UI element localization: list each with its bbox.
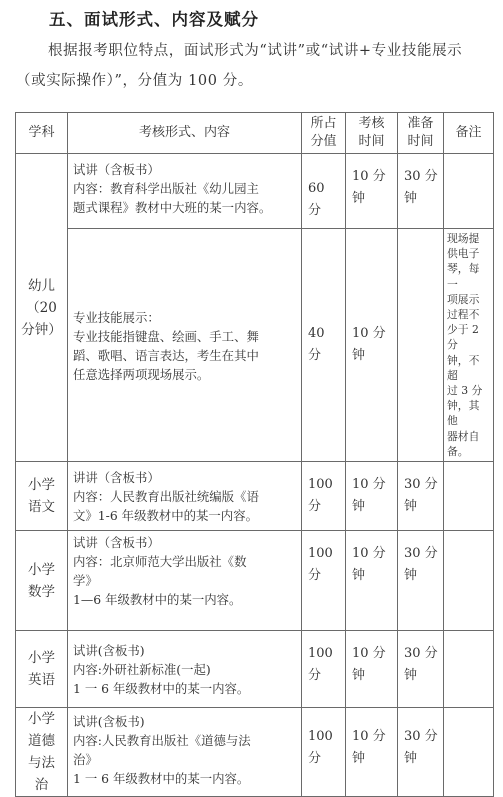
subject-line: （20 — [26, 299, 57, 316]
table-row — [16, 154, 494, 229]
time-cell — [346, 708, 398, 797]
time-line: 钟 — [352, 499, 366, 515]
content-line: 学》 — [73, 573, 98, 589]
header-prep-l2: 时间 — [407, 134, 434, 149]
header-score — [302, 113, 346, 154]
content-cell — [68, 708, 302, 797]
prep-line: 30 分 — [404, 546, 438, 562]
content-line: 专业技能展示： — [73, 310, 160, 326]
remarks-line: 琴，每一 — [447, 262, 480, 291]
subject-line: 小学 — [28, 477, 55, 494]
score-cell — [302, 708, 346, 797]
content-line: 蹈、歌唱、语言表达，考生在其中 — [73, 348, 259, 364]
table-row — [16, 708, 494, 797]
content-line: 内容：教育科学出版社《幼儿园主 — [73, 181, 259, 196]
header-form: 考核形式、内容 — [68, 113, 302, 154]
remarks-line: 项展示 — [447, 292, 480, 306]
content-cell — [68, 531, 302, 631]
table-row — [16, 531, 494, 631]
content-line: 1 一 6 年级教材中的某一内容。 — [73, 771, 250, 787]
time-line: 钟 — [352, 348, 366, 364]
remarks-line: 备。 — [447, 444, 469, 458]
score-line: 分 — [308, 668, 322, 684]
score-cell — [302, 462, 346, 531]
content-cell — [68, 631, 302, 708]
subject-line: 数学 — [28, 583, 55, 600]
prep-cell — [398, 531, 444, 631]
score-cell: 40 分 — [302, 229, 346, 462]
content-line: 试讲（含板书） — [73, 162, 160, 177]
time-cell — [346, 154, 398, 229]
prep-cell — [398, 229, 444, 462]
content-cell — [68, 229, 302, 462]
table-row — [16, 631, 494, 708]
content-line: 讲讲（含板书） — [73, 470, 160, 486]
content-line: 内容：人民教育出版社统编版《语 — [73, 489, 259, 505]
remarks-line: 过程不 — [447, 308, 480, 322]
section-heading: 五、面试形式、内容及赋分 — [49, 10, 259, 29]
remarks-line: 过 3 分 — [447, 384, 483, 398]
content-line: 试讲（含板书） — [73, 535, 160, 551]
remarks-cell — [444, 462, 494, 531]
content-line: 内容:外研社新标准(一起) — [73, 662, 211, 678]
header-time — [346, 113, 398, 154]
score-cell: 60 分 — [302, 154, 346, 229]
prep-cell — [398, 462, 444, 531]
prep-line: 钟 — [404, 499, 418, 515]
prep-line: 钟 — [404, 191, 418, 206]
header-time-l2: 时间 — [358, 134, 385, 149]
subject-preschool — [16, 154, 68, 462]
intro-line-2: （或实际操作）”，分值为 100 分。 — [16, 73, 253, 89]
content-cell — [68, 154, 302, 229]
remarks-line: 钟，其他 — [447, 399, 480, 428]
prep-line: 30 分 — [404, 646, 438, 662]
header-score-l2: 分值 — [310, 134, 337, 149]
table-row — [16, 229, 494, 462]
subject-chinese — [16, 462, 68, 531]
prep-cell — [398, 708, 444, 797]
content-line: 治》 — [73, 752, 98, 768]
content-line: 内容：北京师范大学出版社《数 — [73, 554, 247, 570]
time-line: 钟 — [352, 668, 366, 684]
header-prep — [398, 113, 444, 154]
remarks-line: 少于 2 分 — [447, 323, 479, 352]
header-prep-l1: 准备 — [407, 116, 434, 131]
subject-line: 幼儿 — [28, 277, 55, 294]
time-cell — [346, 631, 398, 708]
score-line: 分 — [308, 499, 322, 515]
content-line: 1—6 年级教材中的某一内容。 — [73, 592, 242, 608]
time-line: 钟 — [352, 191, 366, 206]
remarks-cell — [444, 708, 494, 797]
intro-paragraph — [16, 36, 496, 96]
subject-line: 治 — [34, 777, 49, 794]
table-row — [16, 462, 494, 531]
content-line: 1 一 6 年级教材中的某一内容。 — [73, 681, 250, 697]
prep-cell — [398, 631, 444, 708]
subject-line: 语文 — [28, 499, 55, 516]
score-line: 100 — [308, 477, 333, 493]
time-cell — [346, 229, 398, 462]
header-time-l1: 考核 — [358, 116, 385, 131]
remarks-line: 供电子 — [447, 247, 480, 261]
subject-line: 小学 — [28, 650, 55, 667]
remarks-cell — [444, 154, 494, 229]
prep-line: 30 分 — [404, 477, 438, 493]
header-subject: 学科 — [16, 113, 68, 154]
score-cell — [302, 631, 346, 708]
content-line: 任意选择两项现场展示。 — [73, 367, 210, 383]
content-line: 专业技能指键盘、绘画、手工、舞 — [73, 329, 259, 345]
time-line: 10 分 — [352, 169, 386, 184]
content-line: 试讲(含板书) — [73, 643, 145, 659]
remarks-cell — [444, 531, 494, 631]
score-cell — [302, 531, 346, 631]
header-remarks: 备注 — [444, 113, 494, 154]
time-cell — [346, 462, 398, 531]
remarks-cell — [444, 631, 494, 708]
table-header-row — [16, 113, 494, 154]
subject-line: 英语 — [28, 672, 55, 689]
subject-math — [16, 531, 68, 631]
time-line: 10 分 — [352, 729, 386, 745]
subject-english — [16, 631, 68, 708]
score-line: 分 — [308, 751, 322, 767]
score-line: 分 — [308, 568, 322, 584]
content-line: 试讲(含板书) — [73, 714, 145, 730]
score-line: 100 — [308, 546, 333, 562]
subject-line: 与法 — [28, 755, 55, 772]
prep-line: 钟 — [404, 568, 418, 584]
time-line: 钟 — [352, 751, 366, 767]
time-line: 钟 — [352, 568, 366, 584]
content-line: 文》1-6 年级教材中的某一内容。 — [73, 508, 258, 524]
prep-line: 钟 — [404, 668, 418, 684]
subject-morality-law — [16, 708, 68, 797]
header-score-l1: 所占 — [310, 116, 337, 131]
content-cell — [68, 462, 302, 531]
prep-line: 钟 — [404, 751, 418, 767]
subject-line: 分钟） — [21, 321, 62, 338]
score-line: 100 — [308, 729, 333, 745]
content-line: 内容:人民教育出版社《道德与法 — [73, 733, 251, 749]
remarks-line: 钟，不超 — [447, 353, 480, 382]
time-line: 10 分 — [352, 477, 386, 493]
intro-line-1: 根据报考职位特点，面试形式为“试讲”或“试讲+专业技能展示 — [48, 43, 463, 59]
score-line: 100 — [308, 646, 333, 662]
time-cell — [346, 531, 398, 631]
prep-line: 30 分 — [404, 169, 438, 184]
time-line: 10 分 — [352, 646, 386, 662]
prep-line: 30 分 — [404, 729, 438, 745]
remarks-line: 现场提 — [447, 232, 480, 245]
time-line: 10 分 — [352, 546, 386, 562]
remarks-cell — [444, 229, 494, 462]
remarks-line: 器材自 — [447, 429, 480, 443]
time-line: 10 分 — [352, 326, 386, 342]
subject-line: 小学 — [28, 711, 55, 728]
prep-cell — [398, 154, 444, 229]
content-line: 题式课程》教材中大班的某一内容。 — [73, 200, 272, 215]
subject-line: 小学 — [28, 561, 55, 578]
subject-line: 道德 — [28, 733, 55, 750]
interview-table — [15, 112, 494, 797]
